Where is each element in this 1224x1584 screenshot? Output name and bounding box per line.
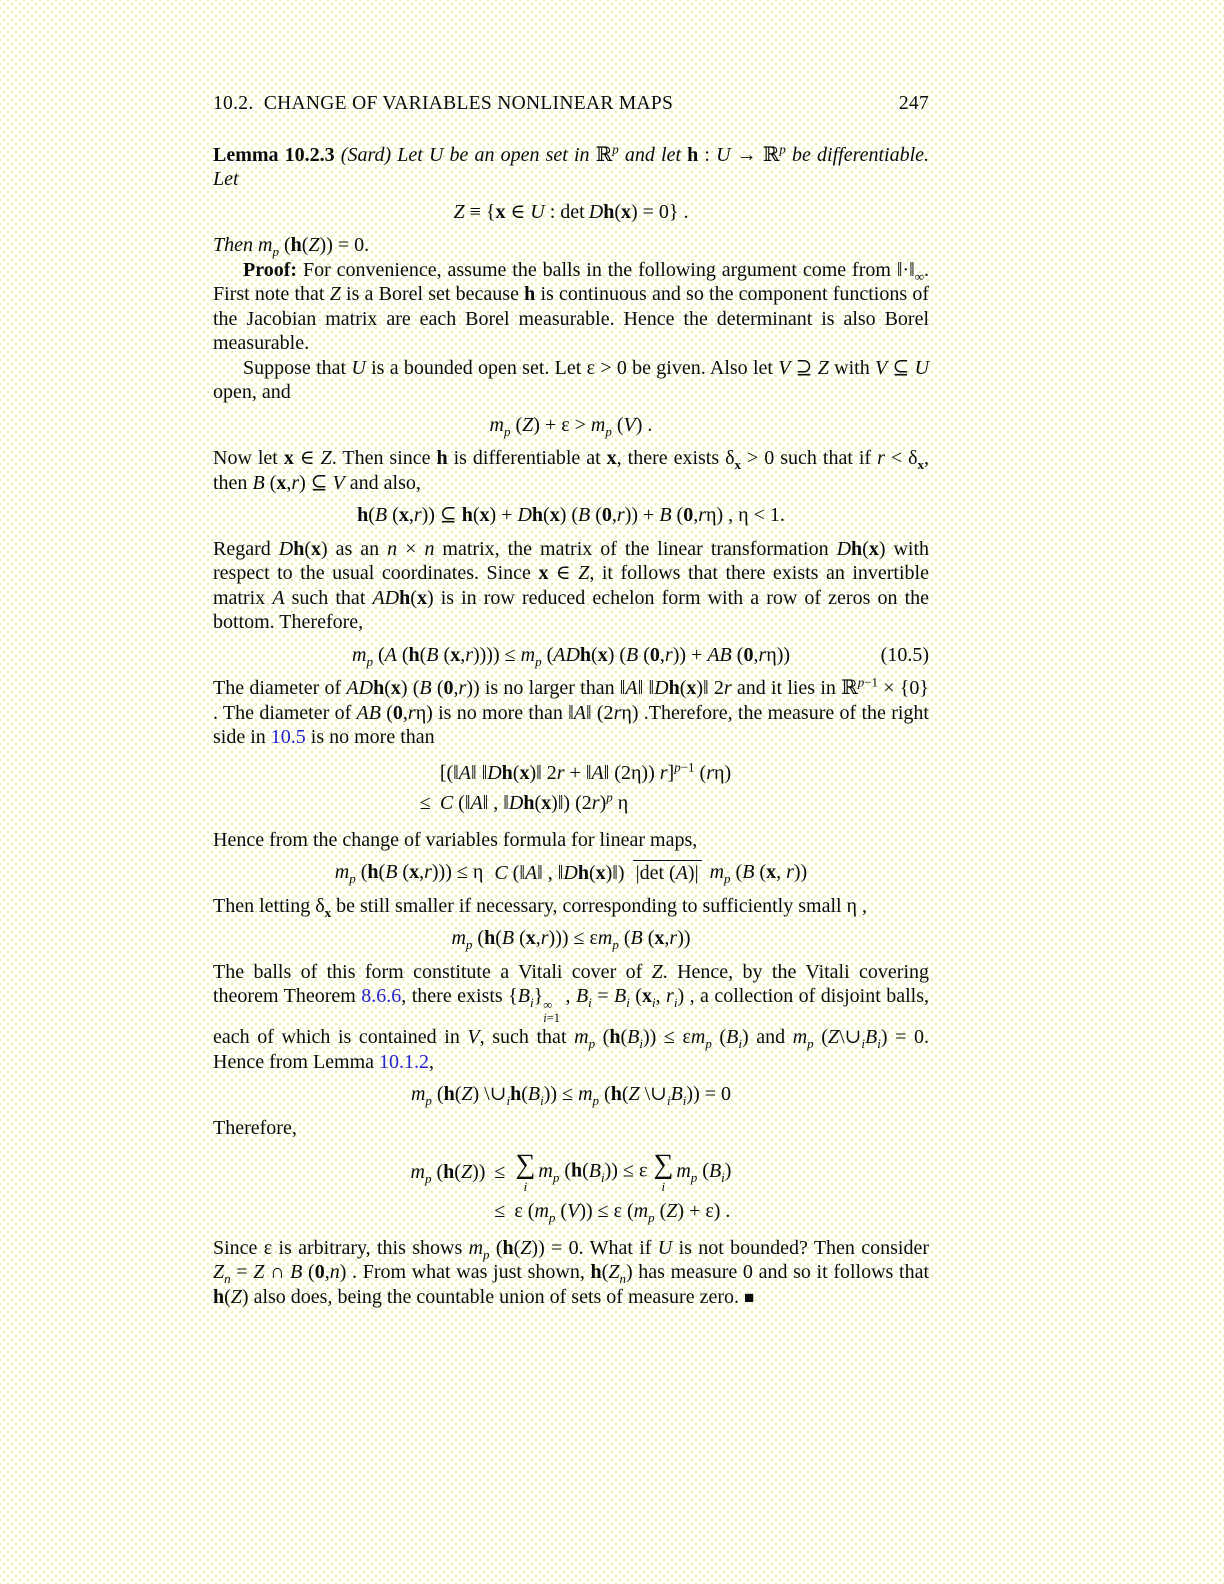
equation-sum-rhs2: ε ($m_p$ (V)) ≤ ε ($m_p$ (Z) + ε) .	[514, 1200, 731, 1226]
regard-paragraph: Regard Dh(x) as an n × n matrix, the matrix of the linear transformation Dh(x) with respect to the usual coordinates. Since x ∈ Z, it follows that there exists an invertible matrix A such that ADh(x) is in row reduced echelon form with a row of zeros on the bottom. Therefore,	[213, 537, 930, 633]
equation-measure-epsilon: $m_p$ $(Z) + \varepsilon > m_p$ (V) .	[489, 413, 653, 439]
relation-cell: ≤	[494, 1200, 506, 1223]
equation-final-bound	[411, 1148, 732, 1227]
running-header	[213, 92, 929, 117]
equation-row	[411, 1148, 732, 1196]
equation-epsilon-bound: $m_p$ (h(B $(x,r))) \le \varepsilon m_p$ (B (x,r))	[451, 927, 691, 953]
then-letting-paragraph: Then letting $\delta_x$ be still smaller if necessary, corresponding to sufficiently small η ,	[213, 894, 868, 920]
lemma-conclusion: Then $m_p$ (h(Z)) = 0.	[213, 234, 370, 259]
conclusion-paragraph: Since ε is arbitrary, this shows $m_p$ (h(Z)) = 0. What if U is not bounded? Then consider $Z_n = Z$ ∩ B (0,n) . From what was just shown, $h(Z_n)$ has measure 0 and so it follows that h(Z) also does, being the countable union of sets of measure zero. ■	[213, 1236, 930, 1308]
relation-cell: ≤	[419, 792, 431, 814]
equation-sum-lhs-empty	[411, 1196, 486, 1227]
equation-row	[411, 788, 731, 819]
ref-lemma-10-1-2[interactable]: 10.1.2	[379, 1050, 430, 1073]
equation-union-bound: $m_p$ (h(Z) $\backslash\cup_ih(B_i)) \le m_p$ (h(Z $\backslash\cup_iB_i)) = 0$	[410, 1083, 732, 1109]
equation-10-5-body: $m_p$ (A (h(B $(x,r)))) \le m_p$ (ADh(x) (B (0,r)) + AB (0,rη))	[351, 643, 791, 669]
equation-sum-rhs1: ∑ i $m_p$ $(h(B_i)) \le \varepsilon$ ∑ i $m_p$ $(B_i)$	[515, 1149, 732, 1195]
equation-bracket-line2: C (‖A‖ , ‖Dh(x)‖) $(2r)^p$ η	[439, 789, 629, 814]
equation-row	[411, 758, 731, 789]
relation-cell: ≤	[494, 1161, 506, 1184]
page-number: 247	[898, 93, 929, 114]
equation-frac-pre: $m_p$ (h(B (x,r))) ≤ η	[334, 861, 484, 886]
equation-frac-post: $m_p$ (B (x, r))	[709, 861, 808, 886]
fraction	[491, 862, 701, 884]
proof-paragraph: Proof: For convenience, assume the balls in the following argument come from $‖\cdot‖_\infty$. First note that Z is a Borel set because h is continuous and so the component functions of the Jacobian matrix are each Borel measurable. Hence the determinant is also Borel measurable.	[213, 258, 929, 354]
suppose-paragraph: Suppose that U is a bounded open set. Let ε > 0 be given. Also let V ⊇ Z with V ⊆ U open, and	[213, 356, 930, 403]
vitali-paragraph: The balls of this form constitute a Vitali cover of Z. Hence, by the Vitali covering theorem Theorem 8.6.6, there exists $\{B_i\}$ ∞ i=1 , $B_i = B_i$ ($x_i$, $r_i$) , a collection of disjoint balls, each of which is contained in V, such that $m_p$ $(h(B_i)) \le \varepsilon m_p$ $(B_i)$ and $m_p$ $(Z\backslash\cup_iB_i) = 0$. Hence from Lemma 10.1.2,	[213, 960, 930, 1073]
equation-bracket-bound	[411, 758, 731, 819]
equation-change-of-variables	[213, 860, 929, 885]
qed-square: ■	[744, 1287, 755, 1307]
equation-10-5	[213, 643, 929, 668]
ref-theorem-8-6-6[interactable]: 8.6.6	[361, 985, 402, 1008]
textbook-page	[213, 92, 929, 1310]
therefore-paragraph: Therefore,	[213, 1116, 297, 1139]
lemma-statement: Lemma 10.2.3 (Sard) Let U be an open set in ℝ$^p$ and let h : U → ℝ$^p$ be differentiable. Let	[213, 140, 930, 190]
fraction-denominator: |det (A)|	[633, 860, 702, 884]
equation-number-tag: (10.5)	[880, 643, 929, 666]
equation-sum-lhs: $m_p$ (h(Z))	[410, 1161, 486, 1187]
hence-paragraph: Hence from the change of variables formula for linear maps,	[213, 828, 698, 851]
equation-def-z: Z ≡ {x ∈ U : det Dh(x) = 0} .	[453, 200, 689, 223]
section-title: 10.2. CHANGE OF VARIABLES NONLINEAR MAPS	[213, 93, 674, 114]
diameter-paragraph: The diameter of ADh(x) (B (0,r)) is no larger than ‖A‖ ‖Dh(x)‖ 2r and it lies in ℝ$^{p-1}$ × {0} . The diameter of AB (0,rη) is no more than ‖A‖ (2rη) .Therefore, the measure of the right side in 10.5 is no more than	[213, 674, 929, 748]
equation-row	[411, 1196, 732, 1227]
ref-equation-10-5[interactable]: 10.5	[270, 726, 306, 748]
equation-bracket-line1: [(‖A‖ ‖Dh(x)‖ 2r + ‖A‖ (2η)) r]$^{p-1}$ (rη)	[439, 758, 732, 784]
fraction-numerator: C (‖A‖ , ‖Dh(x)‖)	[494, 862, 625, 885]
relation-cell-empty	[411, 758, 440, 789]
equation-inclusion: h(B (x,r)) ⊆ h(x) + Dh(x) (B (0,r)) + B (0,rη) , η < 1.	[357, 504, 785, 526]
now-let-paragraph: Now let x ∈ Z. Then since h is differentiable at x, there exists $\delta_x > 0$ such that if $r < \delta_x$, then B (x,r) ⊆ V and also,	[213, 447, 930, 494]
